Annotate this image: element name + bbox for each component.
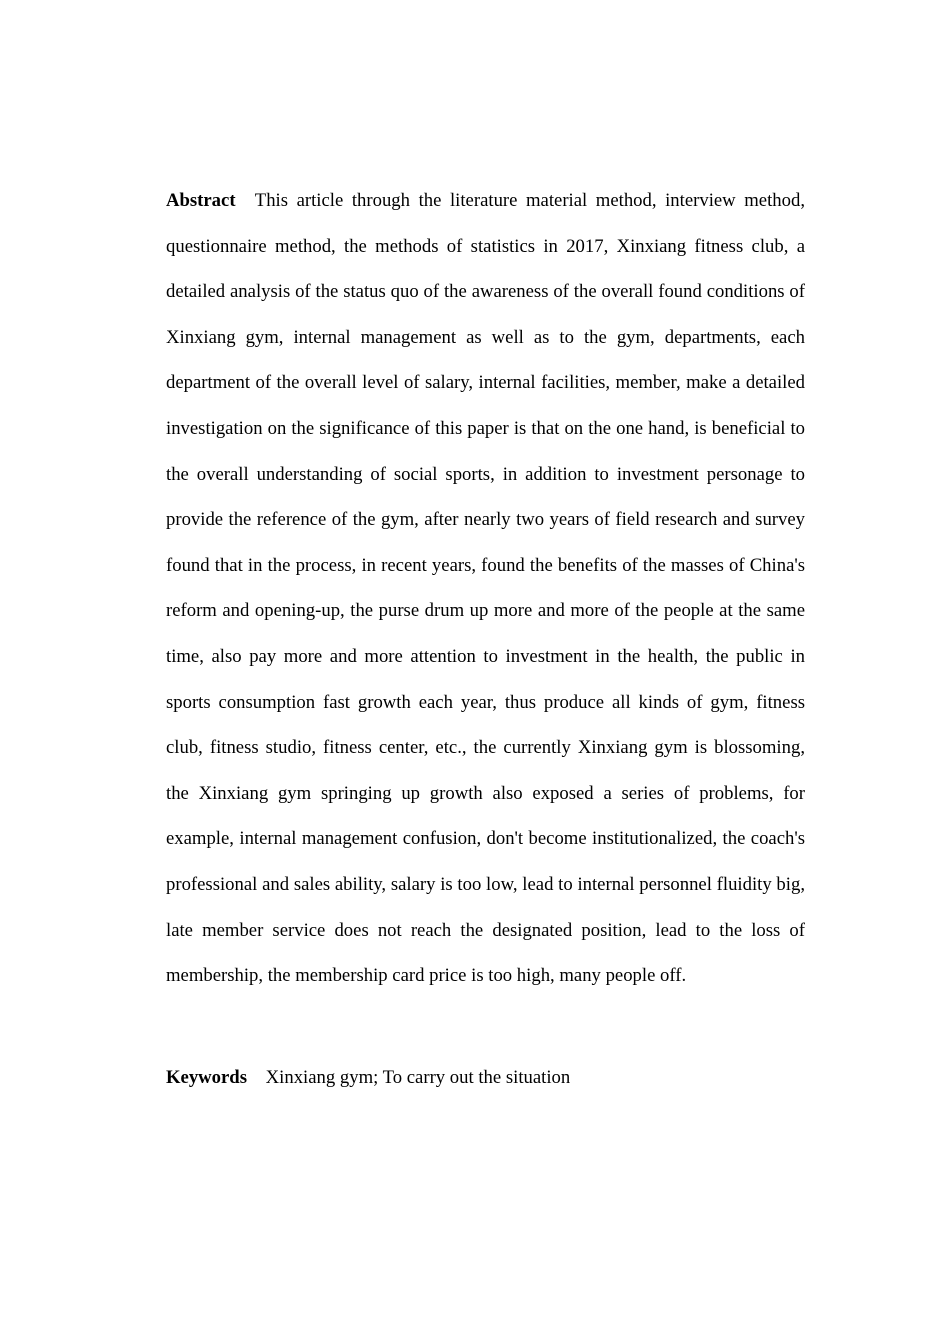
keywords-paragraph — [166, 1060, 805, 1096]
keywords-label: Keywords — [166, 1067, 247, 1088]
keywords-text: Xinxiang gym; To carry out the situation — [265, 1067, 571, 1088]
abstract-label: Abstract — [166, 190, 236, 211]
abstract-text: This article through the literature material method, interview method, questionnaire method, the methods of statistics in 2017, Xinxiang fitness club, a detailed analysis of the status quo of the awareness of the overall found conditions of Xinxiang gym, internal management as well as to the gym, departments, each department of the overall level of salary, internal facilities, member, make a detailed investigation on the significance of this paper is that on the one hand, is beneficial to the overall understanding of social sports, in addition to investment personage to provide the reference of the gym, after nearly two years of field research and survey found that in the process, in recent years, found the benefits of the masses of China's reform and opening-up, the purse drum up more and more of the people at the same time, also pay more and more attention to investment in the health, the public in sports consumption fast growth each year, thus produce all kinds of gym, fitness club, fitness studio, fitness center, etc., the currently Xinxiang gym is blossoming, the Xinxiang gym springing up growth also exposed a series of problems, for example, internal management confusion, don't become institutionalized, the coach's professional and sales ability, salary is too low, lead to internal personnel fluidity big, late member service does not reach the designated position, lead to the loss of membership, the membership card price is too high, many people off. — [166, 190, 805, 987]
abstract-paragraph — [166, 178, 805, 999]
